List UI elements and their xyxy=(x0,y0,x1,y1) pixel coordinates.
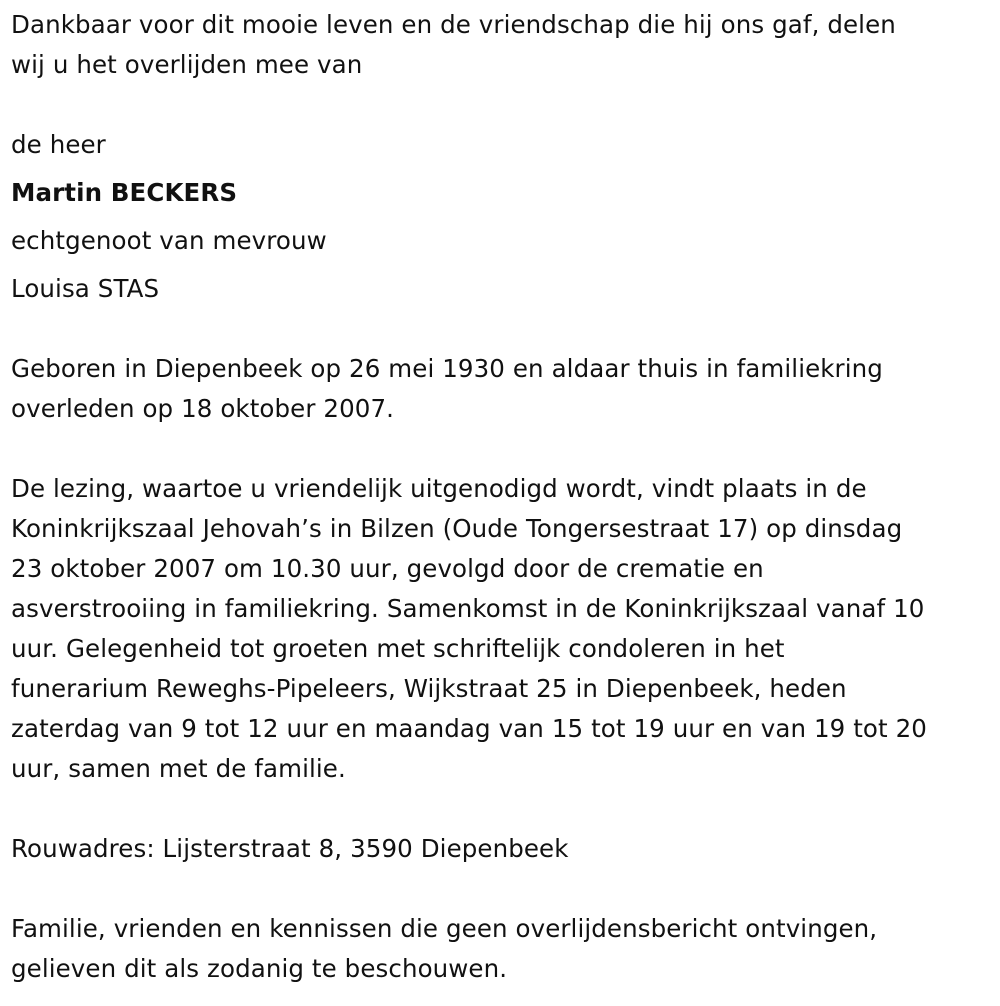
closing-line-2: gelieven dit als zodanig te beschouwen. xyxy=(11,954,508,983)
birth-death-line-1: Geboren in Diepenbeek op 26 mei 1930 en aldaar thuis in familiekring xyxy=(11,354,883,383)
ceremony-line-3: 23 oktober 2007 om 10.30 uur, gevolgd door de crematie en xyxy=(11,554,764,583)
mourning-address: Rouwadres: Lijsterstraat 8, 3590 Diepenbeek xyxy=(11,834,569,863)
ceremony-line-6: funerarium Reweghs-Pipeleers, Wijkstraat 25 in Diepenbeek, heden xyxy=(11,674,847,703)
ceremony-line-8: uur, samen met de familie. xyxy=(11,754,346,783)
birth-death-line-2: overleden op 18 oktober 2007. xyxy=(11,394,395,423)
ceremony-line-5: uur. Gelegenheid tot groeten met schriftelijk condoleren in het xyxy=(11,634,785,663)
deceased-title: de heer xyxy=(11,130,106,159)
deceased-relation: echtgenoot van mevrouw xyxy=(11,226,327,255)
ceremony-line-2: Koninkrijkszaal Jehovah’s in Bilzen (Oude Tongersestraat 17) op dinsdag xyxy=(11,514,903,543)
spouse-name: Louisa STAS xyxy=(11,274,160,303)
ceremony-line-1: De lezing, waartoe u vriendelijk uitgenodigd wordt, vindt plaats in de xyxy=(11,474,867,503)
ceremony-line-7: zaterdag van 9 tot 12 uur en maandag van 15 tot 19 uur en van 19 tot 20 xyxy=(11,714,927,743)
deceased-name: Martin BECKERS xyxy=(11,178,238,207)
intro-line-2: wij u het overlijden mee van xyxy=(11,50,363,79)
intro-line-1: Dankbaar voor dit mooie leven en de vriendschap die hij ons gaf, delen xyxy=(11,10,896,39)
ceremony-line-4: asverstrooiing in familiekring. Samenkomst in de Koninkrijkszaal vanaf 10 xyxy=(11,594,925,623)
closing-line-1: Familie, vrienden en kennissen die geen overlijdensbericht ontvingen, xyxy=(11,914,878,943)
